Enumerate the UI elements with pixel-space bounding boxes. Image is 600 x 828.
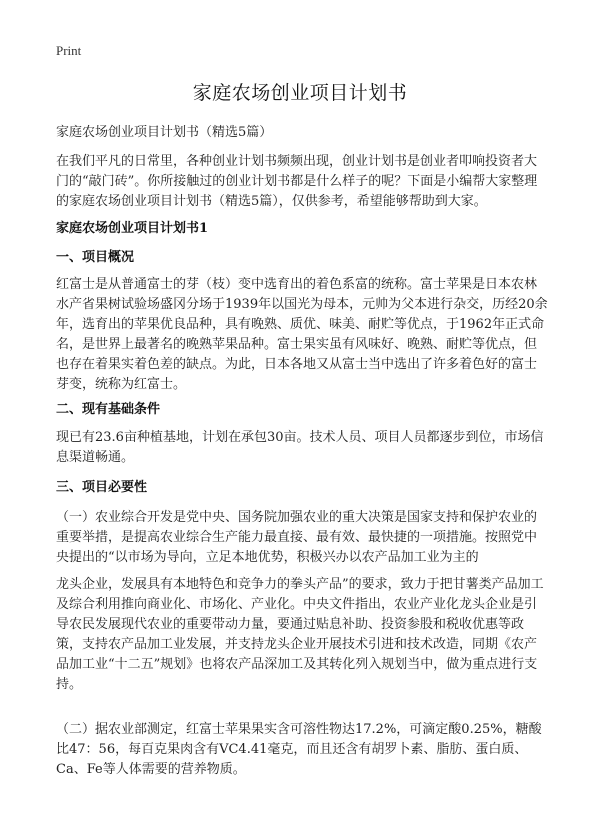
document-subtitle: 家庭农场创业项目计划书（精选5篇） <box>56 125 273 140</box>
print-link[interactable]: Print <box>56 43 82 58</box>
intro-paragraph: 在我们平凡的日常里，各种创业计划书频频出现，创业计划书是创业者叩响投资者大门的“敲门砖”。你所接触过的创业计划书都是什么样子的呢？下面是小编帮大家整理的家庭农场创业项目计划书（精选5篇），仅供参考，希望能够帮助到大家。 <box>56 154 538 209</box>
heading-existing-conditions: 二、现有基础条件 <box>56 402 161 417</box>
heading-project-overview: 一、项目概况 <box>56 250 135 265</box>
paragraph-necessity-2: 龙头企业，发展具有本地特色和竞争力的拳头产品”的要求，致力于把甘薯类产品加工及综合利用推向商业化、市场化、产业化。中央文件指出，农业产业化龙头企业是引导农民发展现代农业的重要带动力量，要通过贴息补助、投资参股和税收优惠等政策，支持农产品加工业发展，并支持龙头企业开展技术引进和技术改造，同期《农产品加工业“十二五”规划》也将农产品深加工及其转化列入规划当中，做为重点进行支持。 <box>56 577 544 692</box>
paragraph-project-overview: 红富士是从普通富士的芽（枝）变中选育出的着色系富的统称。富士苹果是日本农林水产省果树试验场盛冈分场于1939年以国光为母本，元帅为父本进行杂交，历经20余年，选育出的苹果优良品种，具有晚熟、质优、味美、耐贮等优点，于1962年正式命名，是世界上最著名的晚熟苹果品种。富士果实虽有风味好、晚熟、耐贮等优点，但也存在着果实着色差的缺点。为此，日本各地又从富士当中选出了许多着色好的富士芽变，统称为红富士。 <box>56 277 548 392</box>
paragraph-existing-conditions: 现已有23.6亩种植基地，计划在承包30亩。技术人员、项目人员都逐步到位，市场信息渠道畅通。 <box>56 430 544 465</box>
page-title: 家庭农场创业项目计划书 <box>192 82 408 104</box>
paragraph-necessity-3: （二）据农业部测定，红富士苹果果实含可溶性物达17.2%，可滴定酸0.25%，糖酸比47：56，每百克果肉含有VC4.41毫克，而且还含有胡罗卜素、脂肪、蛋白质、Ca、Fe等人体需要的营养物质。 <box>56 722 542 777</box>
heading-project-necessity: 三、项目必要性 <box>56 480 148 495</box>
section-title: 家庭农场创业项目计划书1 <box>56 221 209 236</box>
paragraph-necessity-1: （一）农业综合开发是党中央、国务院加强农业的重大决策是国家支持和保护农业的重要举措，是提高农业综合生产能力最直接、最有效、最快捷的一项措施。按照党中央提出的“以市场为导向，立足本地优势，积极兴办以农产品加工业为主的 <box>56 510 538 565</box>
